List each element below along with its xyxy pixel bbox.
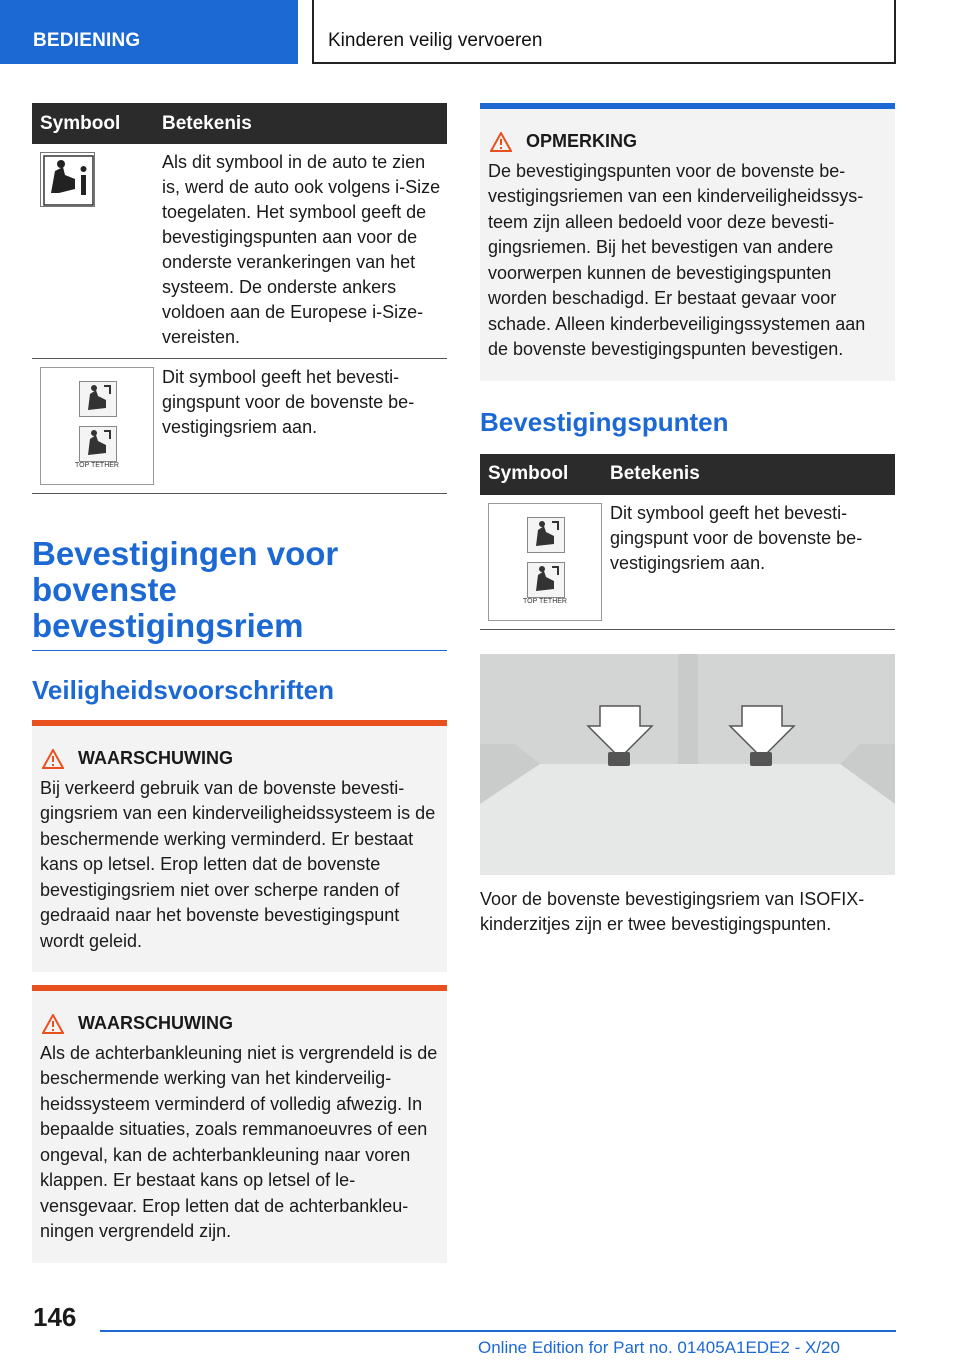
notice-box xyxy=(480,103,895,381)
notice-triangle-icon xyxy=(490,132,512,152)
warning-title: WAARSCHUWING xyxy=(78,1013,233,1033)
column-header-meaning: Betekenis xyxy=(602,454,895,495)
edition-info: Online Edition for Part no. 01405A1EDE2 - X/20 xyxy=(478,1338,840,1357)
left-column xyxy=(32,103,447,1263)
top-tether-icon xyxy=(488,503,602,621)
warning-triangle-icon xyxy=(42,1014,64,1034)
seat-anchor-icon xyxy=(527,517,565,553)
icon-caption: TOP TETHER xyxy=(75,462,119,469)
seat-anchor-icon xyxy=(79,381,117,417)
notice-text: De bevestigingspunten voor de bovenste bevestigingsriemen van een kinderveiligheidssysteem zijn alleen bedoeld voor deze bevestigingsriemen. Bij het bevestigen van andere voorwerpen kunnen de bevestigingspunten worden beschadigd. Er bestaat gevaar voor schade. Alleen kinderbeveiligingssystemen aan de bovenste bevestigingspunten bevestigen. xyxy=(488,160,866,359)
row-meaning-text: Dit symbool geeft het bevestigingspunt voor de bovenste bevestigingsriem aan. xyxy=(154,359,447,494)
symbol-table-left xyxy=(32,103,447,494)
subsection-title: Veiligheidsvoorschriften xyxy=(32,675,334,705)
table-header-row xyxy=(32,103,447,144)
notice-title: OPMERKING xyxy=(526,131,638,151)
warning-text: Als de achterbankleuning niet is vergrendeld is de beschermende werking van het kinderveiligheidssysteem verminderd of volledig afwezig. In bepaalde situaties, zoals remmanoeuvres of een ongeval, kan de achterbankleuning naar voren klappen. Er bestaat kans op letsel of levensgevaar. Erop letten dat de achterbankleuningen vergrendeld zijn. xyxy=(40,1042,438,1241)
right-column xyxy=(480,103,895,938)
warning-triangle-icon xyxy=(42,749,64,769)
icon-caption: TOP TETHER xyxy=(523,597,567,605)
photo-caption: Voor de bovenste bevestigingsriem van ISOFIX-kinderzitjes zijn er twee bevestigingspunten. xyxy=(480,888,865,934)
table-row xyxy=(32,359,447,494)
page-number: 146 xyxy=(33,1302,77,1332)
table-row xyxy=(32,144,447,359)
tether-anchor-photo xyxy=(480,654,895,875)
row-meaning-text: Als dit symbool in de auto te zien is, werd de auto ook volgens i-Size toegelaten. Het symbool geeft de bevestigingspunten aan voor de onderste verankeringen van het systeem. De onderste ankers voldoen aan de Europese i-Size-vereisten. xyxy=(154,144,447,359)
column-header-symbol: Symbool xyxy=(32,103,154,144)
anchor-points-title: Bevestigingspunten xyxy=(480,406,729,437)
section-label: BEDIENING xyxy=(33,30,141,51)
column-header-meaning: Betekenis xyxy=(154,103,447,144)
table-header-row xyxy=(480,454,895,495)
row-meaning-text: Dit symbool geeft het bevestigingspunt voor de bovenste bevestigingsriem aan. xyxy=(602,495,895,630)
isofix-seat-i-size-icon xyxy=(40,152,95,207)
footer-divider xyxy=(100,1330,896,1332)
top-tether-icon xyxy=(40,367,154,485)
chapter-header xyxy=(312,0,896,64)
section-tab xyxy=(0,0,298,64)
section-title: Bevestigingen voor bovenste bevestigingsriem xyxy=(32,536,447,651)
warning-box xyxy=(32,985,447,1263)
column-header-symbol: Symbool xyxy=(480,454,602,495)
table-row xyxy=(480,495,895,630)
warning-box xyxy=(32,720,447,972)
symbol-table-right xyxy=(480,454,895,630)
chapter-title: Kinderen veilig vervoeren xyxy=(328,30,543,51)
warning-text: Bij verkeerd gebruik van de bovenste bevestigingsriem van een kinderveiligheidssysteem is de beschermende werking verminderd. Er bestaat kans op letsel. Erop letten dat de bovenste bevestigingsriem niet over scherpe randen of gedraaid naar het bovenste bevestigingspunt wordt geleid. xyxy=(40,777,436,951)
warning-title: WAARSCHUWING xyxy=(78,748,233,768)
